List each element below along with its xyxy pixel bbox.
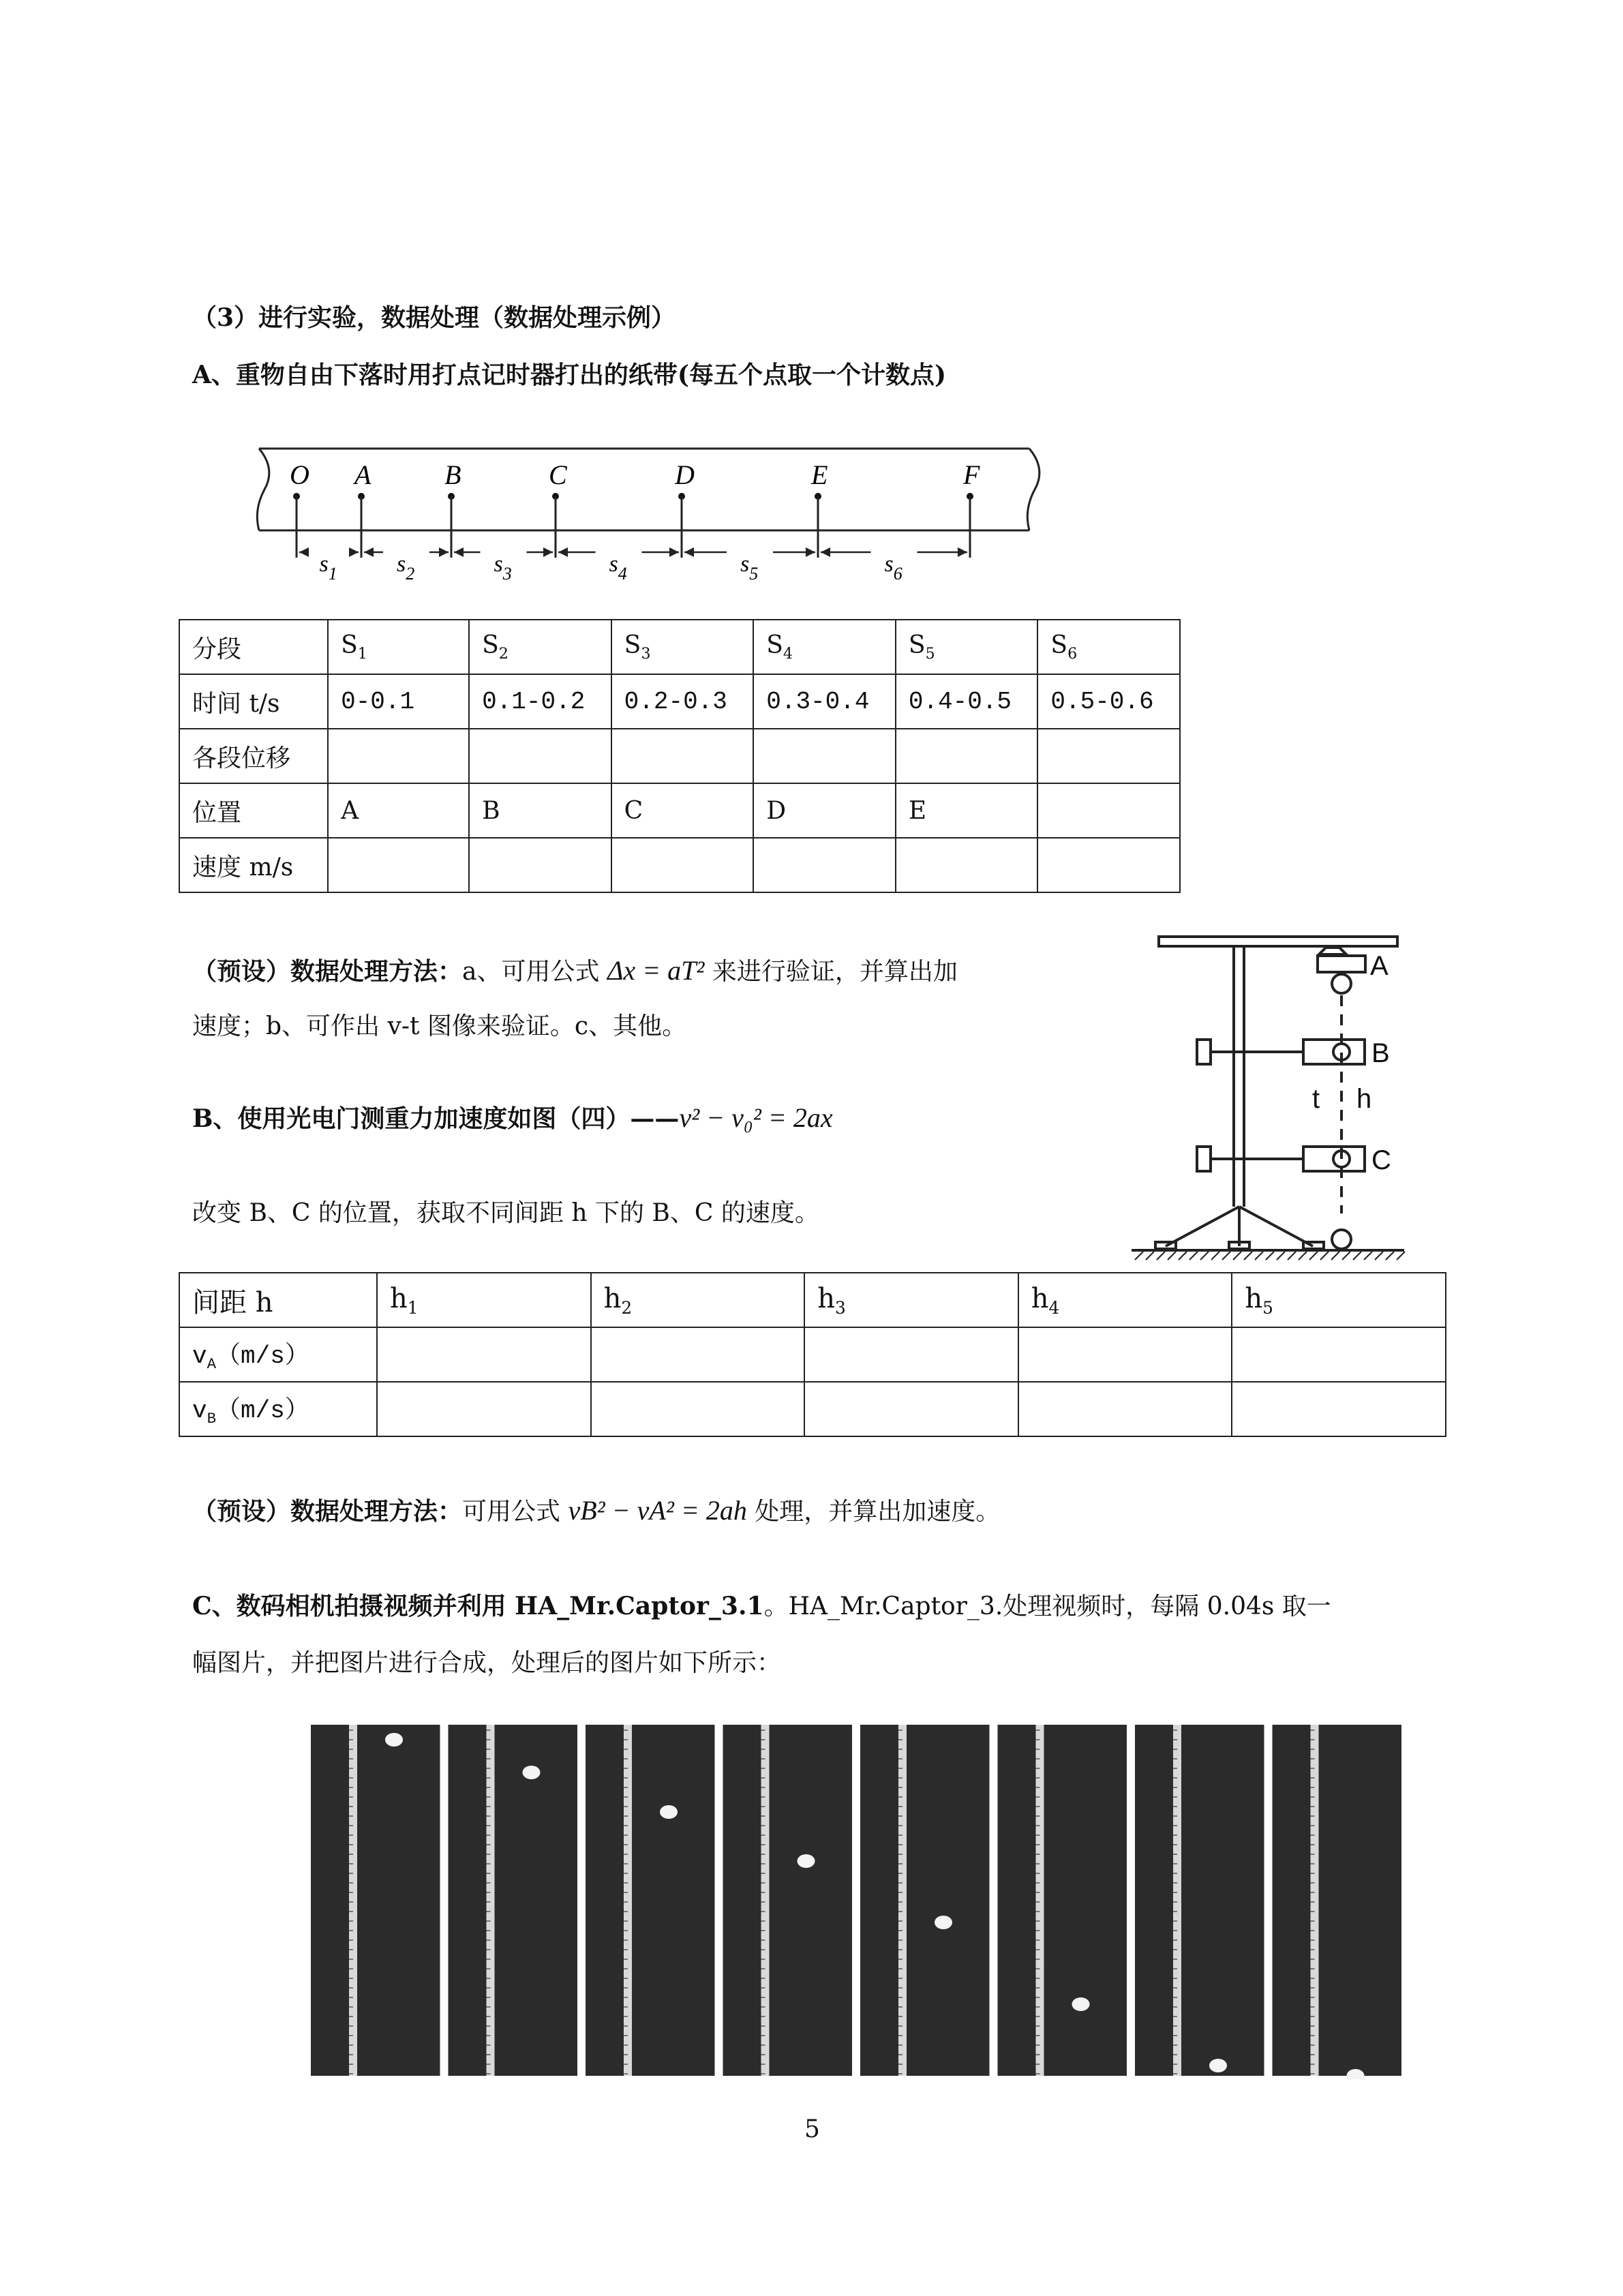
row-label: 各段位移 xyxy=(179,729,328,783)
ground-hatch-line xyxy=(1277,1252,1285,1260)
table-row xyxy=(179,838,1180,892)
label-c: C xyxy=(1371,1145,1391,1175)
table-cell: $S_4$ xyxy=(753,620,896,674)
video-frame xyxy=(311,1725,440,2076)
table-cell xyxy=(753,838,896,892)
method-label: （预设）数据处理方法： xyxy=(192,957,463,986)
method-formula: vB² − vA² = 2ah xyxy=(568,1495,747,1526)
table-cell: C xyxy=(611,783,754,838)
ground-hatch-line xyxy=(1299,1252,1307,1260)
table-cell xyxy=(896,838,1038,892)
table-row xyxy=(179,620,1180,674)
tape-data-table xyxy=(179,619,1181,893)
part-a-method xyxy=(192,954,958,988)
ground-hatch-line xyxy=(1157,1252,1165,1260)
section-heading: （3）进行实验，数据处理（数据处理示例） xyxy=(192,303,676,332)
table-cell: D xyxy=(753,783,896,838)
part-c-text-1: 。HA_Mr.Captor_3.处理视频时，每隔 0.04s 取一 xyxy=(763,1592,1331,1620)
table-cell: 0.2-0.3 xyxy=(611,674,754,729)
row-label: 时间 t/s xyxy=(179,674,328,729)
header-cell: $h_1$ xyxy=(377,1273,591,1327)
video-frames-composite xyxy=(311,1725,1410,2079)
arrow-head xyxy=(669,547,679,557)
tape-point-label: F xyxy=(963,459,980,490)
method-text-1: a、可用公式 xyxy=(462,958,600,986)
ground-hatch-line xyxy=(1397,1252,1405,1260)
header-cell: $h_4$ xyxy=(1018,1273,1232,1327)
arrow-head xyxy=(958,547,967,557)
ground-hatch-line xyxy=(1168,1252,1176,1260)
arrow-head xyxy=(439,547,449,557)
video-frame xyxy=(723,1725,853,2076)
row-label: 位置 xyxy=(179,783,328,838)
ground-hatch-line xyxy=(1331,1252,1339,1260)
ground-hatch-line xyxy=(1309,1252,1318,1260)
ground-hatch-line xyxy=(1255,1252,1263,1260)
ground-hatch-line xyxy=(1222,1252,1230,1260)
label-h: h xyxy=(1356,1084,1372,1114)
table-cell: $S_3$ xyxy=(611,620,754,674)
part-c-title: C、数码相机拍摄视频并利用 HA_Mr.Captor_3.1 xyxy=(192,1592,764,1620)
table-cell xyxy=(591,1327,805,1382)
video-frame xyxy=(1273,1725,1402,2076)
table-cell xyxy=(377,1327,591,1382)
part-a-title: A、重物自由下落时用打点记时器打出的纸带(每五个点取一个计数点) xyxy=(192,361,946,389)
method-text-1: 可用公式 xyxy=(462,1498,561,1526)
arrow-head xyxy=(299,547,309,557)
arrow-head xyxy=(543,547,553,557)
method-text-2: 处理，并算出加速度。 xyxy=(755,1498,1001,1526)
photogate-data-table xyxy=(179,1272,1446,1437)
table-cell xyxy=(1018,1327,1232,1382)
tape-point-label: B xyxy=(444,459,461,490)
part-b-title xyxy=(192,1102,833,1135)
table-cell xyxy=(611,838,754,892)
paper-tape xyxy=(257,449,1040,530)
table-cell xyxy=(328,838,469,892)
table-cell: $S_1$ xyxy=(328,620,469,674)
ground-hatch-line xyxy=(1233,1252,1241,1260)
table-cell xyxy=(377,1382,591,1436)
table-cell xyxy=(1018,1382,1232,1436)
falling-ball xyxy=(385,1733,403,1747)
row-label: 分段 xyxy=(179,620,328,674)
table-cell xyxy=(753,729,896,783)
table-cell xyxy=(1037,783,1180,838)
table-cell: E xyxy=(896,783,1038,838)
header-cell: $h_3$ xyxy=(804,1273,1018,1327)
table-cell: 0-0.1 xyxy=(328,674,469,729)
part-c-line1 xyxy=(192,1590,1331,1623)
falling-ball xyxy=(1072,1997,1090,2011)
video-frame xyxy=(998,1725,1127,2076)
table-cell: B xyxy=(469,783,611,838)
table-cell: $S_2$ xyxy=(469,620,611,674)
label-b: B xyxy=(1371,1038,1390,1068)
method-label: （预设）数据处理方法： xyxy=(192,1497,463,1526)
segment-label: $s_1$ xyxy=(319,552,337,584)
method-text-2: 来进行验证，并算出加 xyxy=(712,958,958,986)
segment-label: $s_5$ xyxy=(740,552,759,584)
table-cell xyxy=(611,729,754,783)
arrow-head xyxy=(806,547,815,557)
label-t: t xyxy=(1312,1084,1320,1114)
segment-label: $s_2$ xyxy=(397,552,415,584)
method-formula: Δx = aT² xyxy=(607,955,705,986)
row-label: $v_B(m/s)$ xyxy=(179,1382,377,1436)
falling-ball xyxy=(1209,2059,1227,2072)
arrow-head xyxy=(454,547,464,557)
ground-hatch-line xyxy=(1342,1252,1350,1260)
ground-hatch-line xyxy=(1179,1252,1187,1260)
table-cell xyxy=(896,729,1038,783)
arrow-head xyxy=(558,547,568,557)
table-cell xyxy=(1037,729,1180,783)
table-cell: $S_5$ xyxy=(896,620,1038,674)
table-header-row xyxy=(179,1273,1446,1327)
table-cell: 0.3-0.4 xyxy=(753,674,896,729)
top-bar xyxy=(1159,937,1397,946)
part-b-method xyxy=(192,1494,1000,1528)
ground-hatch-line xyxy=(1386,1252,1394,1260)
part-a-method-line2: 速度；b、可作出 v-t 图像来验证。c、其他。 xyxy=(192,1012,687,1040)
table-cell xyxy=(1232,1382,1446,1436)
ground-hatch-line xyxy=(1189,1252,1198,1260)
table-cell xyxy=(328,729,469,783)
ground-hatch-line xyxy=(1146,1252,1154,1260)
table-cell xyxy=(591,1382,805,1436)
arrow-head xyxy=(364,547,374,557)
tape-point-label: E xyxy=(811,459,828,490)
ground-hatch-line xyxy=(1353,1252,1361,1260)
photogate-apparatus-figure xyxy=(1125,927,1418,1261)
table-row xyxy=(179,783,1180,838)
ground-hatch-line xyxy=(1200,1252,1209,1260)
table-cell xyxy=(804,1382,1018,1436)
table-cell: 0.4-0.5 xyxy=(896,674,1038,729)
table-cell: $S_6$ xyxy=(1037,620,1180,674)
tape-point-label: D xyxy=(675,459,695,490)
arrow-head xyxy=(821,547,830,557)
row-label: $v_A(m/s)$ xyxy=(179,1327,377,1382)
table-cell: 0.5-0.6 xyxy=(1037,674,1180,729)
table-cell: A xyxy=(328,783,469,838)
part-b-title-text: B、使用光电门测重力加速度如图（四）—— xyxy=(192,1104,680,1133)
video-frame xyxy=(586,1725,715,2076)
falling-ball xyxy=(798,1854,815,1868)
ground-hatch-line xyxy=(1266,1252,1274,1260)
falling-ball xyxy=(935,1916,952,1929)
part-b-description: 改变 B、C 的位置，获取不同间距 h 下的 B、C 的速度。 xyxy=(192,1199,819,1227)
falling-ball xyxy=(523,1766,541,1779)
tape-point-label: O xyxy=(290,459,309,490)
header-cell: $h_5$ xyxy=(1232,1273,1446,1327)
page-number: 5 xyxy=(804,2115,820,2143)
falling-ball xyxy=(660,1805,678,1819)
arrow-head xyxy=(349,547,359,557)
table-cell xyxy=(469,729,611,783)
video-frame xyxy=(860,1725,990,2076)
arrow-head xyxy=(684,547,694,557)
ground-hatch-line xyxy=(1244,1252,1252,1260)
ground-hatch-line xyxy=(1375,1252,1383,1260)
table-row xyxy=(179,1327,1446,1382)
ground-hatch-line xyxy=(1288,1252,1296,1260)
table-cell xyxy=(1232,1327,1446,1382)
part-c-line2: 幅图片，并把图片进行合成，处理后的图片如下所示： xyxy=(192,1649,782,1677)
segment-label: $s_6$ xyxy=(884,552,902,584)
table-cell xyxy=(804,1327,1018,1382)
segment-label: $s_4$ xyxy=(609,552,627,584)
part-b-formula: v² − v₀² = 2ax xyxy=(679,1102,833,1133)
video-frame xyxy=(449,1725,578,2076)
header-label: 间距 h xyxy=(179,1273,377,1327)
ground-hatch-line xyxy=(1211,1252,1219,1260)
segment-label: $s_3$ xyxy=(494,552,512,584)
label-a: A xyxy=(1370,951,1389,981)
table-cell xyxy=(1037,838,1180,892)
paper-tape-figure xyxy=(245,428,1050,599)
video-frame xyxy=(1135,1725,1264,2076)
table-row xyxy=(179,729,1180,783)
tape-point-label: C xyxy=(549,459,567,490)
header-cell: $h_2$ xyxy=(591,1273,805,1327)
ground-hatch-line xyxy=(1135,1252,1143,1260)
tape-point-label: A xyxy=(354,459,371,490)
table-row xyxy=(179,1382,1446,1436)
row-label: 速度 m/s xyxy=(179,838,328,892)
ground-hatch-line xyxy=(1320,1252,1329,1260)
ground-hatch-line xyxy=(1364,1252,1372,1260)
table-cell: 0.1-0.2 xyxy=(469,674,611,729)
table-cell xyxy=(469,838,611,892)
table-row xyxy=(179,674,1180,729)
